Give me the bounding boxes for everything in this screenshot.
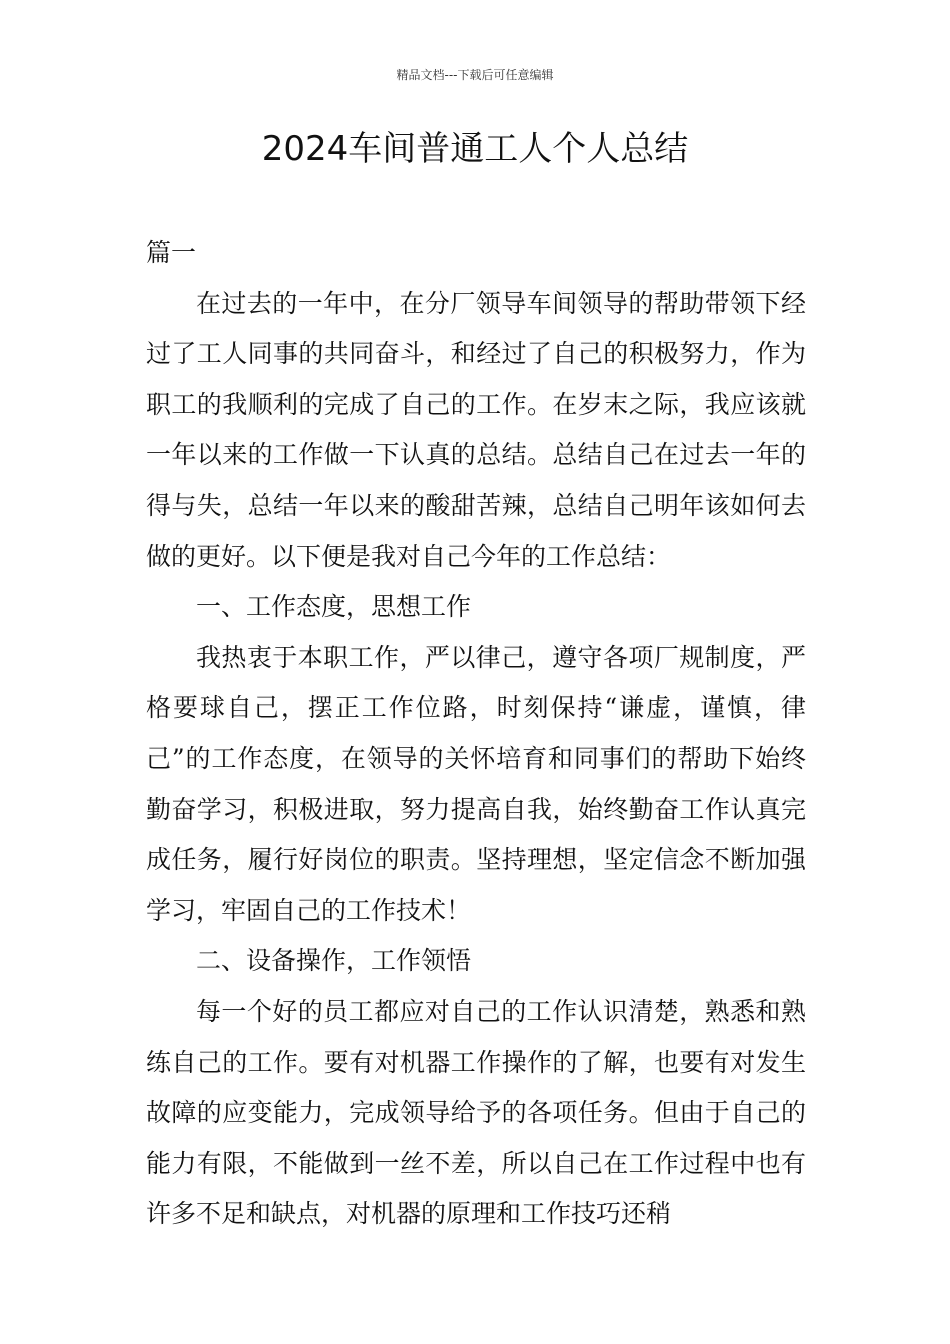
header-watermark: 精品文档---下载后可任意编辑 — [396, 68, 554, 82]
paragraph-work-attitude: 我热衷于本职工作，严以律己，遵守各项厂规制度，严格要球自己，摆正工作位路，时刻保持“谦虚，谨慎，律己”的工作态度，在领导的关怀培育和同事们的帮助下始终勤奋学习，积极进取，努力提高自我，始终勤奋工作认真完成任务，履行好岗位的职责。坚持理想，坚定信念不断加强学习，牢固自己的工作技术！ — [146, 642, 806, 925]
document-title: 2024车间普通工人个人总结 — [261, 129, 689, 169]
document-body — [146, 228, 806, 1240]
heading-work-attitude: 一、工作态度，思想工作 — [196, 592, 472, 622]
paragraph-intro: 在过去的一年中，在分厂领导车间领导的帮助带领下经过了工人同事的共同奋斗，和经过了自己的积极努力，作为职工的我顺利的完成了自己的工作。在岁末之际，我应该就一年以来的工作做一下认真的总结。总结自己在过去一年的得与失，总结一年以来的酸甜苦辣，总结自己明年该如何去做的更好。以下便是我对自己今年的工作总结： — [146, 288, 806, 571]
paragraph-equipment-operation: 每一个好的员工都应对自己的工作认识清楚，熟悉和熟练自己的工作。要有对机器工作操作的了解，也要有对发生故障的应变能力，完成领导给予的各项任务。但由于自己的能力有限，不能做到一丝不差，所以自己在工作过程中也有许多不足和缺点，对机器的原理和工作技巧还稍 — [146, 996, 806, 1229]
heading-equipment-operation: 二、设备操作，工作领悟 — [196, 946, 472, 976]
section-label: 篇一 — [146, 238, 197, 267]
